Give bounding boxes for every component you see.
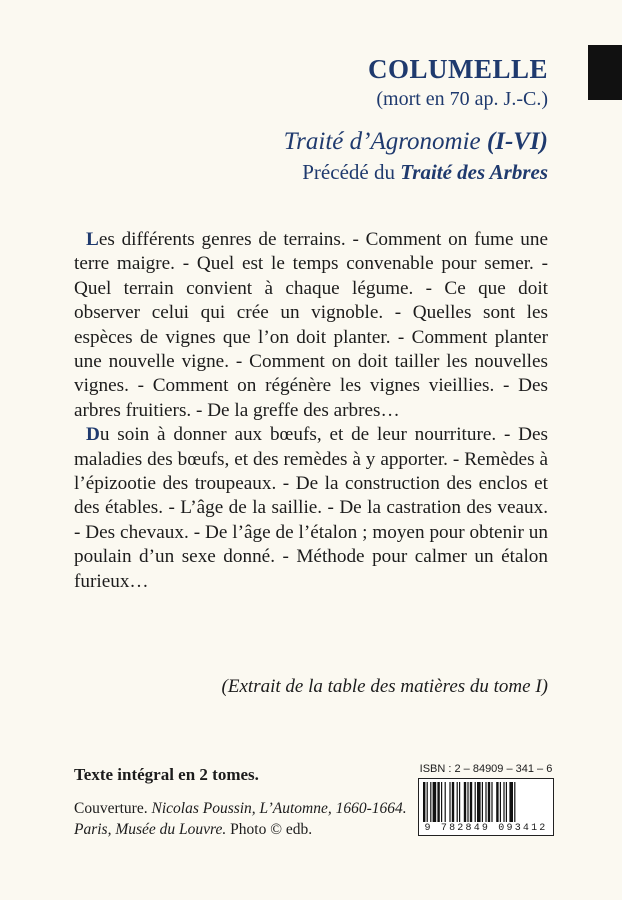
barcode-bar bbox=[459, 782, 460, 822]
barcode-bar bbox=[491, 782, 492, 822]
barcode-bar bbox=[427, 782, 428, 822]
subtitle-prefix: Précédé du bbox=[302, 160, 401, 184]
barcode-bar bbox=[449, 782, 450, 822]
paragraph-1-text: es différents genres de terrains. - Comment on fume une terre maigre. - Quel est le temps convenable pour semer. - Quel terrain convient à chaque légume. - Ce que doit observer celui qui crée un vignoble. - Quelles sont les espèces de vignes que l’on doit planter. - Comment planter une nouvelle vigne. - Comment on doit tailler les nouvelles vignes. - Comment on régénère les vignes vieillies. - Des arbres fruitiers. - De la greffe des arbres… bbox=[74, 229, 548, 421]
barcode-bar bbox=[464, 782, 466, 822]
barcode-bar bbox=[470, 782, 472, 822]
barcode-bar bbox=[423, 782, 425, 822]
barcode-digits: 9 782849 093412 bbox=[424, 823, 548, 834]
barcode-bar bbox=[452, 782, 454, 822]
barcode-bar bbox=[500, 782, 501, 822]
barcode-bar bbox=[437, 782, 439, 822]
barcode-bar bbox=[430, 782, 431, 822]
barcode-bar bbox=[485, 782, 486, 822]
title-volumes: (I-VI) bbox=[486, 128, 548, 155]
tomes-note: Texte intégral en 2 tomes. bbox=[74, 765, 259, 784]
cover-credit bbox=[74, 798, 414, 840]
barcode-bar bbox=[441, 782, 442, 822]
barcode-bar bbox=[477, 782, 481, 822]
paragraph-2-text: u soin à donner aux bœufs, et de leur nourriture. - Des maladies des bœufs, et des remèdes à y apporter. - Remèdes à l’épizootie des troupeaux. - De la construction des enclos et des étables. - L’âge de la saillie. - De la castration des veaux. - Des chevaux. - De l’âge de l’étalon ; moyen pour obtenir un poulain d’un sexe donné. - Méthode pour calmer un étalon furieux… bbox=[74, 424, 548, 592]
barcode-bar bbox=[445, 782, 446, 822]
author-name: COLUMELLE bbox=[367, 54, 548, 84]
barcode-bar bbox=[475, 782, 476, 822]
barcode-bars bbox=[423, 782, 549, 822]
barcode bbox=[418, 778, 554, 836]
barcode-bar bbox=[506, 782, 507, 822]
barcode-bar bbox=[503, 782, 504, 822]
barcode-bar bbox=[433, 782, 437, 822]
summary-paragraph-1 bbox=[74, 228, 548, 423]
barcode-bar bbox=[457, 782, 458, 822]
barcode-bar bbox=[467, 782, 468, 822]
barcode-bar bbox=[496, 782, 498, 822]
cover-artwork: Nicolas Poussin, L’Automne, 1660-1664. Paris, Musée du Louvre. bbox=[74, 800, 407, 838]
isbn-label: ISBN : 2 – 84909 – 341 – 6 bbox=[419, 763, 553, 775]
extract-note: (Extrait de la table des matières du tome I) bbox=[221, 676, 548, 697]
paragraph-1-initial: L bbox=[86, 229, 99, 250]
subtitle-italic: Traité des Arbres bbox=[400, 160, 548, 184]
barcode-bar bbox=[514, 782, 515, 822]
summary-text bbox=[74, 228, 548, 594]
cover-label: Couverture. bbox=[74, 800, 152, 817]
title-main: Traité d’Agronomie bbox=[283, 128, 487, 155]
barcode-bar bbox=[488, 782, 490, 822]
barcode-bar bbox=[509, 782, 513, 822]
edge-tab-marker bbox=[588, 45, 622, 100]
paragraph-2-initial: D bbox=[86, 424, 100, 446]
author-dates: (mort en 70 ap. J.-C.) bbox=[376, 88, 548, 110]
summary-paragraph-2 bbox=[74, 423, 548, 594]
barcode-bar bbox=[482, 782, 483, 822]
photo-credit: Photo © edb. bbox=[226, 821, 313, 838]
book-subtitle bbox=[302, 160, 548, 185]
book-title bbox=[284, 128, 548, 156]
